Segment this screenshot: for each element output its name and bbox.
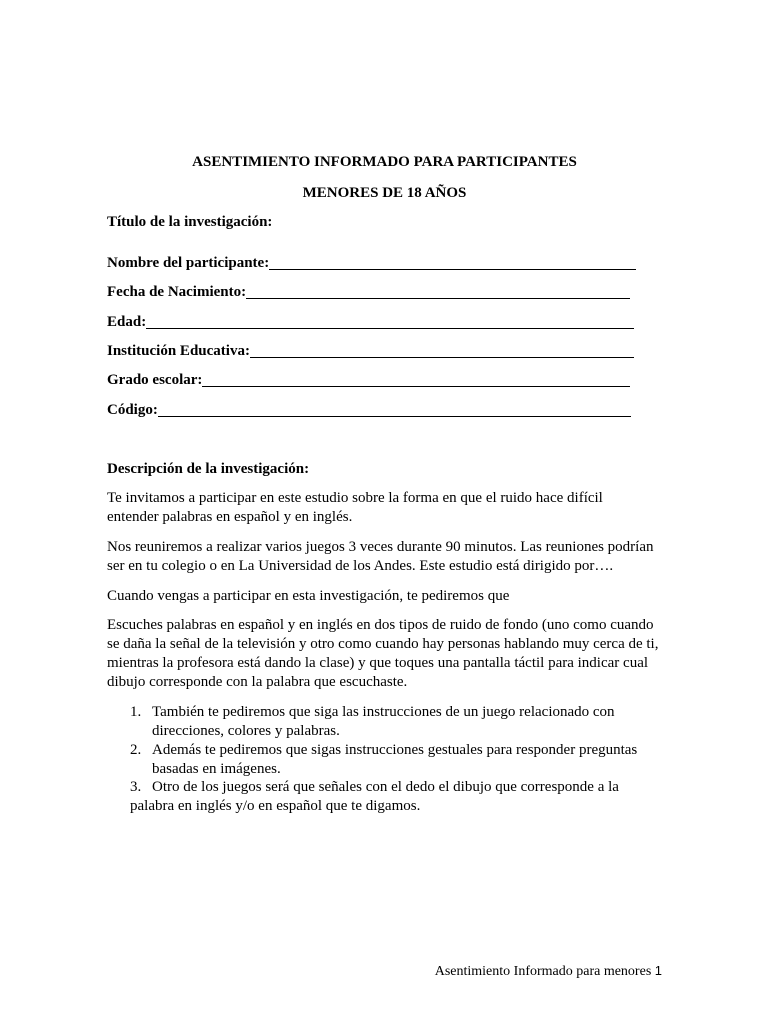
- paragraph-line: entender palabras en español y en inglés.: [107, 509, 353, 525]
- paragraph-invitation: [107, 489, 667, 527]
- paragraph-line: Nos reuniremos a realizar varios juegos 3 veces durante 90 minutos. Las reuniones podrían: [107, 539, 654, 555]
- list-item-number: 1.: [130, 704, 142, 720]
- title-line-1: ASENTIMIENTO INFORMADO PARA PARTICIPANTES: [192, 154, 577, 170]
- field-label: Grado escolar:: [107, 372, 203, 388]
- list-item-number: 3.: [130, 779, 142, 795]
- paragraph-intro-tasks: [107, 587, 667, 606]
- paragraph-line: dibujo corresponde con la palabra que escuchaste.: [107, 674, 408, 690]
- paragraph-line: Cuando vengas a participar en esta investigación, te pediremos que: [107, 588, 510, 604]
- list-item-line: También te pediremos que siga las instrucciones de un juego relacionado con: [152, 704, 615, 720]
- field-underline: [250, 344, 634, 358]
- description-heading: Descripción de la investigación:: [107, 461, 310, 477]
- field-birth-date[interactable]: [107, 283, 630, 302]
- field-underline: [146, 315, 634, 329]
- paragraph-line: se daña la señal de la televisión y otro como cuando hay personas hablando muy cerca de ti,: [107, 636, 659, 652]
- field-label: Institución Educativa:: [107, 343, 250, 359]
- field-underline: [269, 256, 636, 270]
- title-line-2: MENORES DE 18 AÑOS: [302, 185, 467, 201]
- field-underline: [158, 403, 631, 417]
- page-footer: [435, 961, 662, 981]
- paragraph-meetings: [107, 538, 667, 576]
- paragraph-line: ser en tu colegio o en La Universidad de los Andes. Este estudio está dirigido por….: [107, 558, 614, 574]
- paragraph-line: Escuches palabras en español y en inglés en dos tipos de ruido de fondo (uno como cuando: [107, 617, 654, 633]
- paragraph-listening-task: [107, 616, 667, 692]
- footer-text: Asentimiento Informado para menores: [434, 964, 652, 979]
- list-item-number: 2.: [130, 742, 142, 758]
- field-grade[interactable]: [107, 371, 630, 390]
- field-label: Fecha de Nacimiento:: [107, 284, 247, 300]
- field-age[interactable]: [107, 313, 634, 332]
- list-item-line: direcciones, colores y palabras.: [152, 723, 340, 739]
- list-item-line: palabra en inglés y/o en español que te digamos.: [130, 798, 421, 814]
- paragraph-line: Te invitamos a participar en este estudio sobre la forma en que el ruido hace difícil: [107, 490, 603, 506]
- field-code[interactable]: [107, 401, 631, 420]
- field-label: Código:: [107, 402, 158, 418]
- study-title-label: Título de la investigación:: [107, 214, 273, 230]
- page-number: 1: [654, 963, 662, 978]
- field-underline: [202, 373, 630, 387]
- field-institution[interactable]: [107, 342, 634, 361]
- list-item-line: basadas en imágenes.: [152, 761, 281, 777]
- list-item-line: Otro de los juegos será que señales con el dedo el dibujo que corresponde a la: [152, 779, 619, 795]
- field-label: Nombre del participante:: [107, 255, 270, 271]
- paragraph-line: mientras la profesora está dando la clase) y que toques una pantalla táctil para indicar cual: [107, 655, 649, 671]
- field-underline: [246, 285, 630, 299]
- field-participant-name[interactable]: [107, 254, 636, 273]
- field-label: Edad:: [107, 314, 147, 330]
- list-item-line: Además te pediremos que sigas instrucciones gestuales para responder preguntas: [152, 742, 638, 758]
